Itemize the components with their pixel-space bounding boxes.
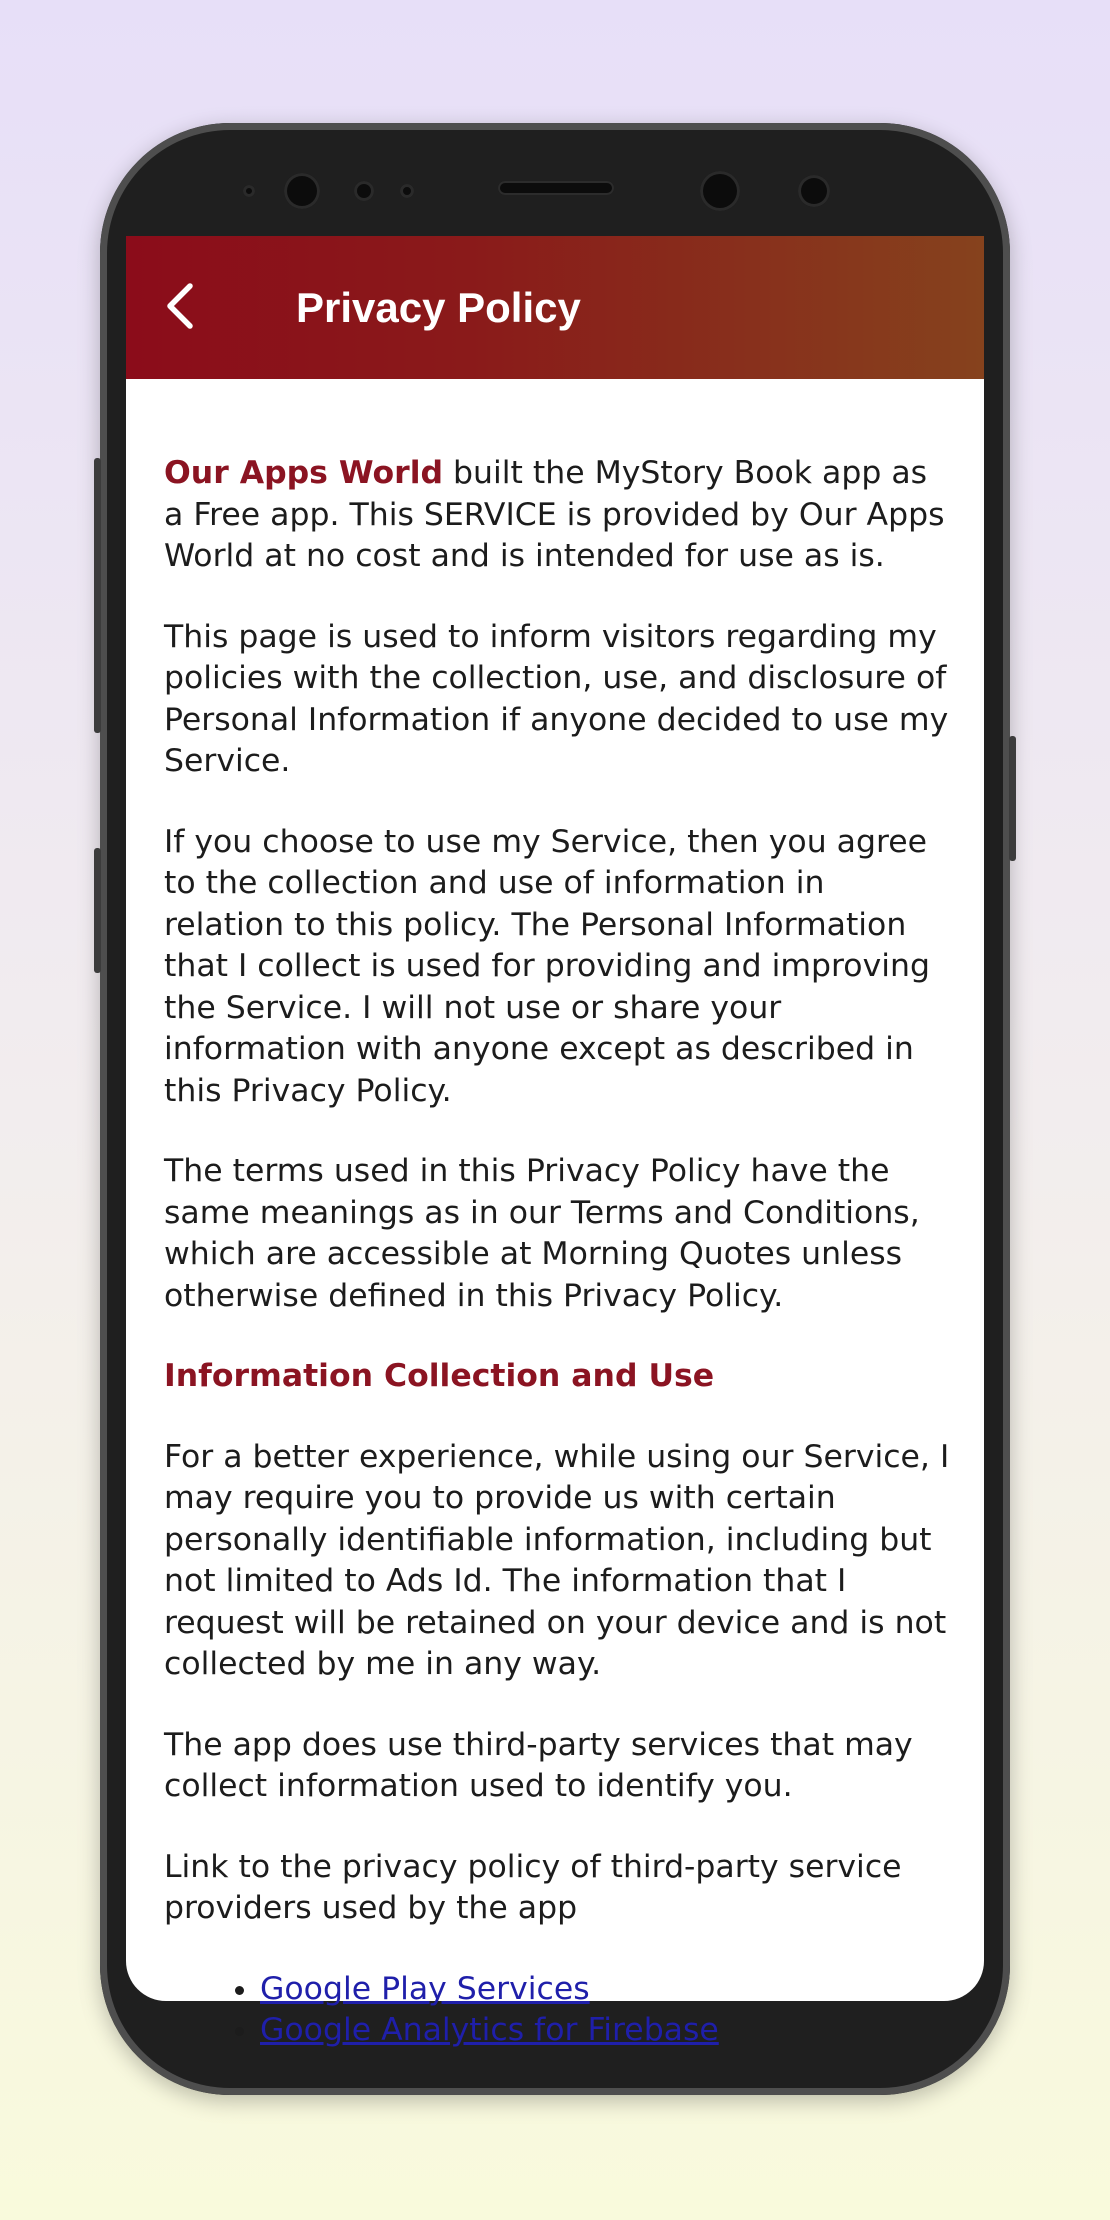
policy-content[interactable]: [164, 453, 954, 2052]
iris-sensor-icon: [798, 175, 830, 207]
usage-paragraph: This page is used to inform visitors regarding my policies with the collection, use, and disclosure of Personal Information if anyone decided to use my Service.: [164, 618, 949, 779]
proximity-sensor-icon: [243, 185, 255, 197]
consent-paragraph: If you choose to use my Service, then you agree to the collection and use of information in relation to this policy. The Personal Information that I collect is used for providing and improving the Service. I will not use or share your information with anyone except as described in this Privacy Policy.: [164, 823, 930, 1109]
brand-name: Our Apps World: [164, 455, 444, 491]
power-button: [1009, 736, 1016, 861]
third-party-links-list: [164, 1969, 954, 2052]
sensor-dot-icon: [400, 184, 414, 198]
chevron-left-icon[interactable]: [154, 278, 210, 334]
app-screen: [126, 236, 984, 2048]
google-analytics-firebase-link[interactable]: Google Analytics for Firebase: [260, 2012, 719, 2048]
front-camera-icon: [284, 173, 320, 209]
third-party-paragraph: The app does use third-party services that may collect information used to identify you.: [164, 1726, 913, 1804]
earpiece-speaker: [498, 181, 614, 195]
intro-text: built the MyStory Book app as a Free app. This SERVICE is provided by Our Apps World at no cost and is intended for use as is.: [164, 455, 945, 574]
light-sensor-icon: [354, 181, 374, 201]
links-intro-paragraph: Link to the privacy policy of third-party service providers used by the app: [164, 1848, 902, 1926]
page-title: Privacy Policy: [296, 284, 581, 331]
list-item: [260, 1969, 954, 2011]
google-play-services-link[interactable]: Google Play Services: [260, 1970, 590, 2007]
section-heading: Information Collection and Use: [164, 1358, 715, 1394]
intro-paragraph: [164, 453, 954, 578]
volume-down-button: [94, 848, 101, 973]
terms-paragraph: The terms used in this Privacy Policy have the same meanings as in our Terms and Conditions, which are accessible at Morning Quotes unless otherwise defined in this Privacy Policy.: [164, 1153, 920, 1314]
secondary-camera-icon: [700, 171, 740, 211]
collection-paragraph: For a better experience, while using our Service, I may require you to provide us with certain personally identifiable information, including but not limited to Ads Id. The information that I request will be retained on your device and is not collected by me in any way.: [164, 1438, 950, 1682]
app-bar: [126, 236, 984, 379]
list-item: [260, 2010, 954, 2052]
volume-up-button: [94, 458, 101, 733]
